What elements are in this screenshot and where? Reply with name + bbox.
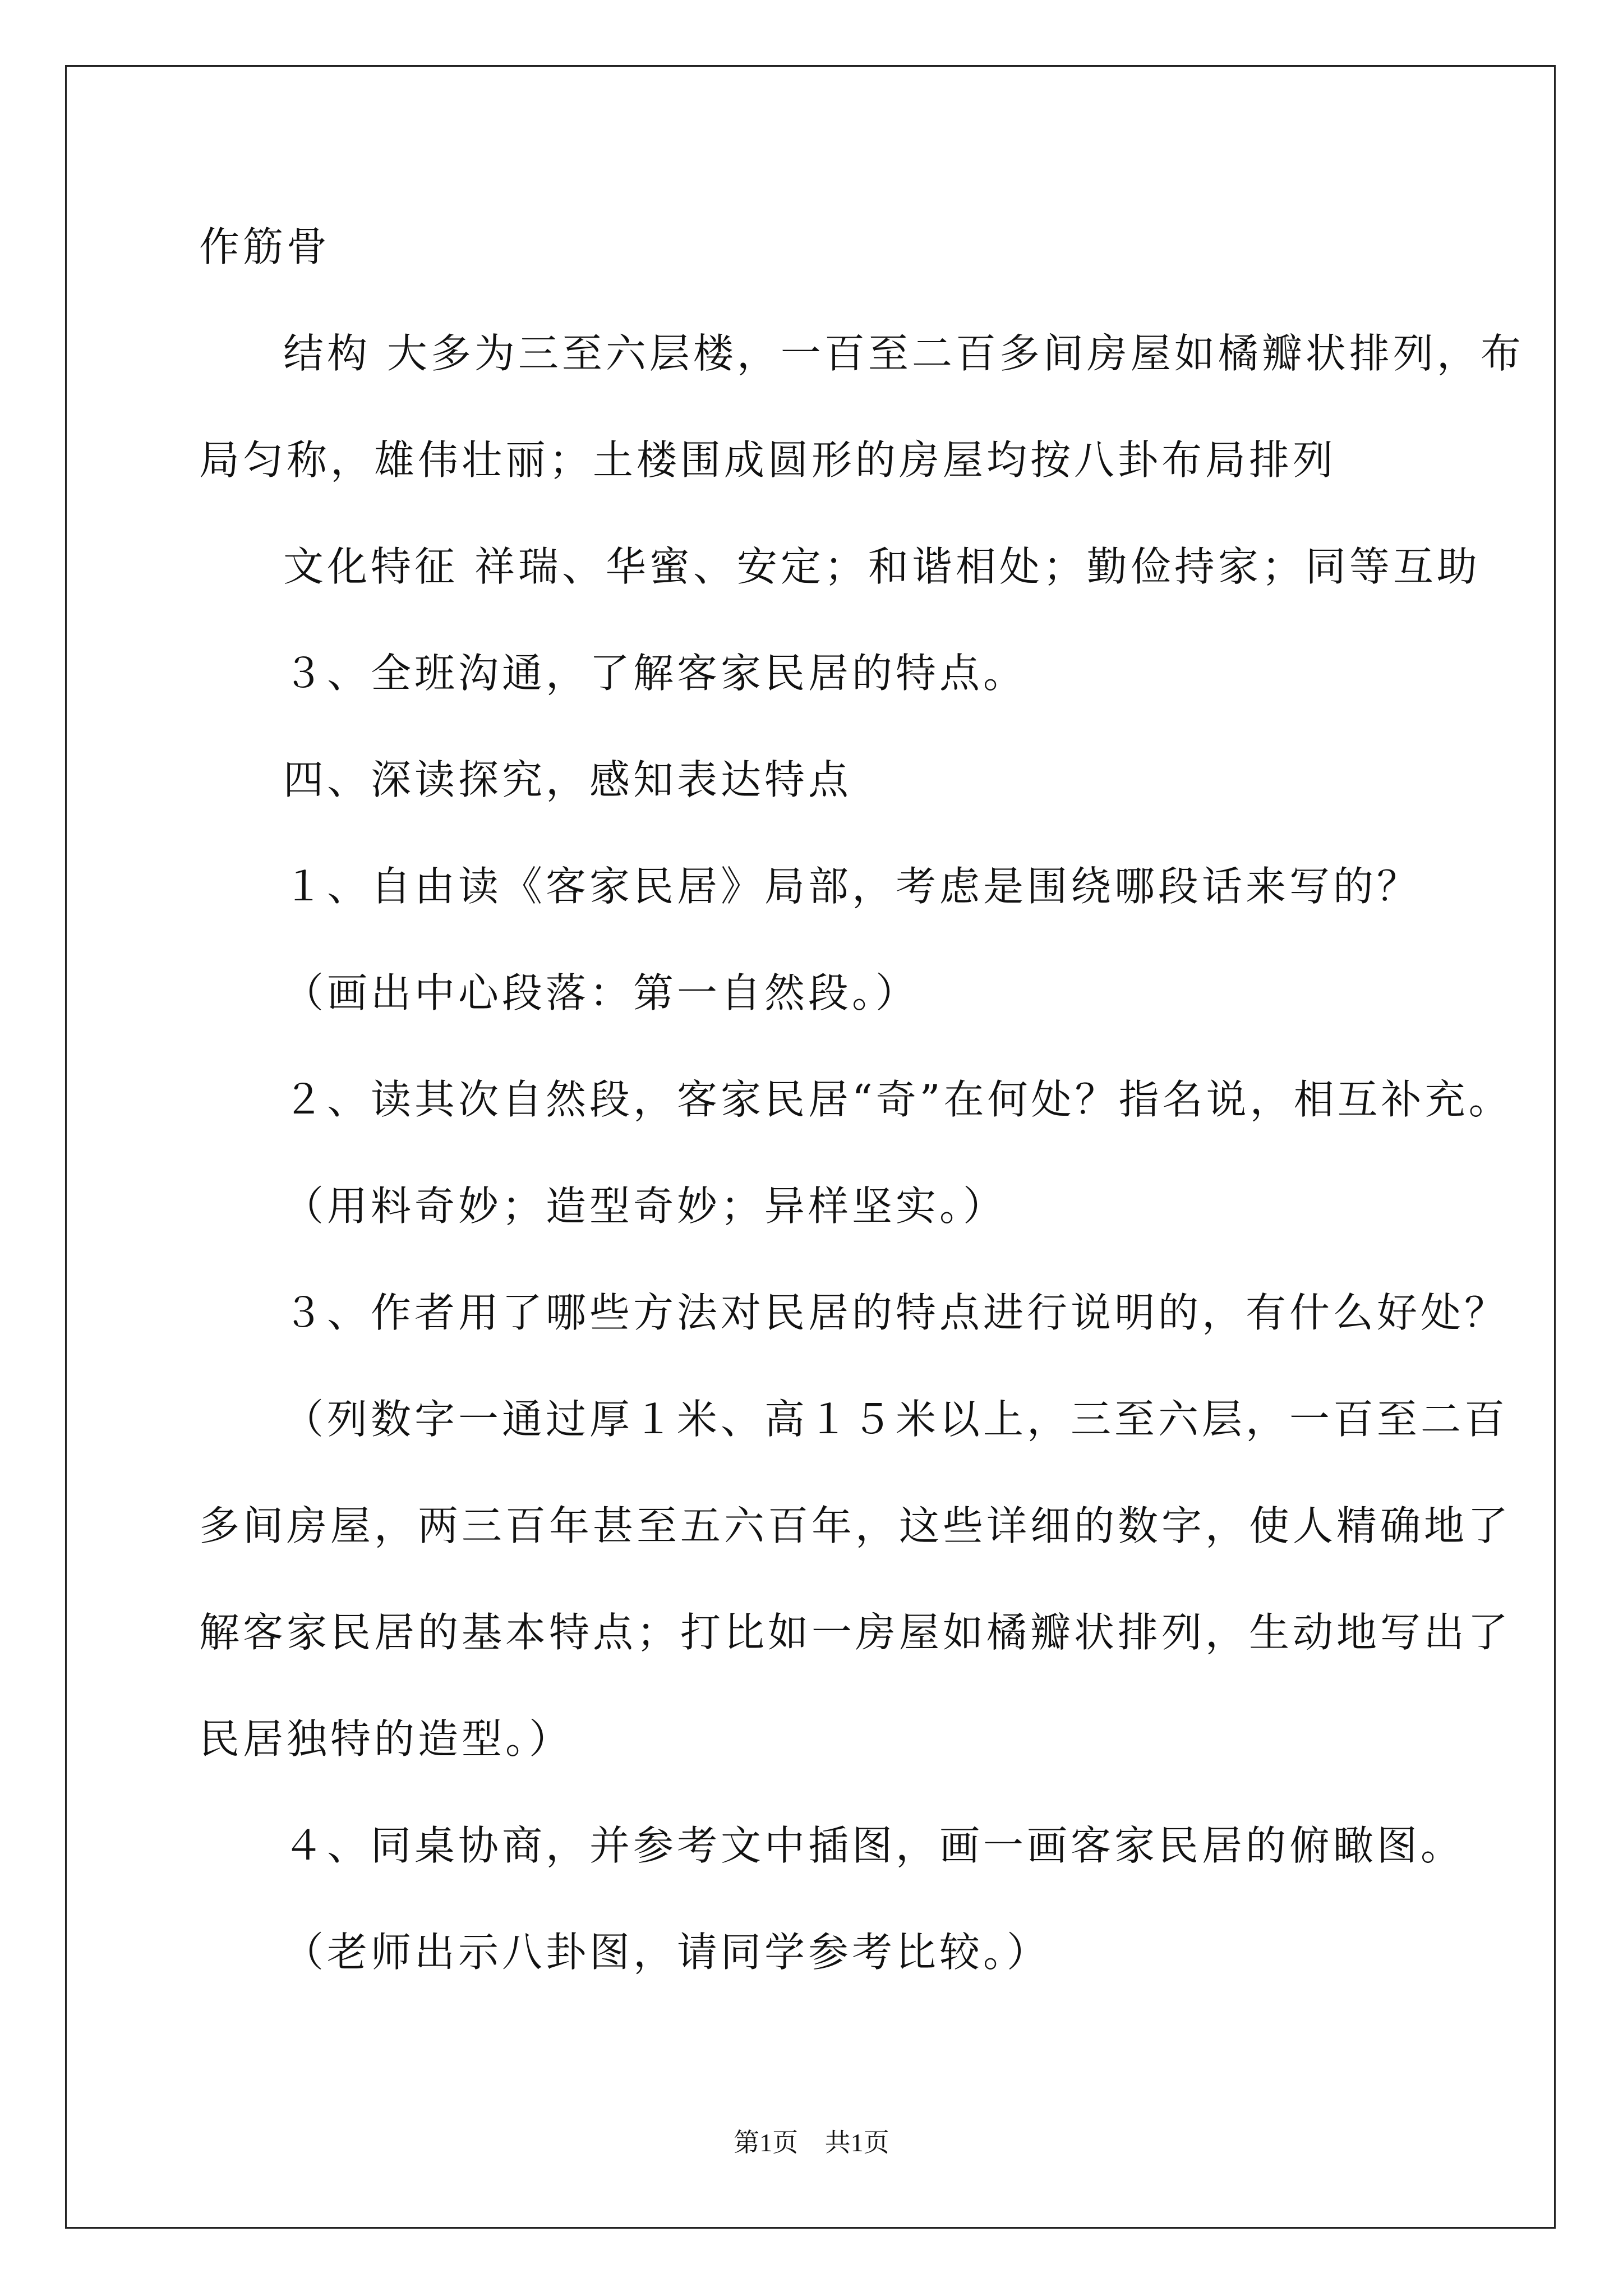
text-line: （用料奇妙；造型奇妙；异样坚实。） <box>283 1182 1007 1230</box>
text-line: ３、作者用了哪些方法对民居的特点进行说明的，有什么好处？ <box>283 1289 1509 1336</box>
text-line: 结构 大多为三至六层楼，一百至二百多间房屋如橘瓣状排列，布 <box>283 330 1524 377</box>
text-line: ４、同桌协商，并参考文中插图，画一画客家民居的俯瞰图。 <box>283 1822 1465 1869</box>
text-line: 多间房屋，两三百年甚至五六百年，这些详细的数字，使人精确地了 <box>199 1502 1512 1549</box>
page-number: 第1页 <box>734 2128 799 2157</box>
text-line: 民居独特的造型。） <box>199 1715 573 1763</box>
text-line: 文化特征 祥瑞、华蜜、安定；和谐相处；勤俭持家；同等互助 <box>283 543 1481 590</box>
text-line: ２、读其次自然段，客家民居“奇”在何处？指名说，相互补充。 <box>283 1076 1513 1123</box>
text-line: 解客家民居的基本特点；打比如一房屋如橘瓣状排列，生动地写出了 <box>199 1609 1512 1656</box>
page-total: 共1页 <box>824 2128 889 2157</box>
text-line: 作筋骨 <box>199 223 331 270</box>
text-line: （列数字一通过厚１米、高１５米以上，三至六层，一百至二百 <box>283 1396 1509 1443</box>
text-line: ３、全班沟通，了解客家民居的特点。 <box>283 650 1027 697</box>
text-line: （画出中心段落：第一自然段。） <box>283 969 920 1016</box>
text-line: １、自由读《客家民居》局部，考虑是围绕哪段话来写的？ <box>283 863 1421 910</box>
text-line: 局匀称，雄伟壮丽；土楼围成圆形的房屋均按八卦布局排列 <box>199 436 1337 484</box>
text-line: （老师出示八卦图，请同学参考比较。） <box>283 1929 1051 1976</box>
page-footer <box>0 2126 1623 2160</box>
section-heading: 四、深读探究，感知表达特点 <box>283 756 852 803</box>
page-border <box>65 65 1556 2229</box>
